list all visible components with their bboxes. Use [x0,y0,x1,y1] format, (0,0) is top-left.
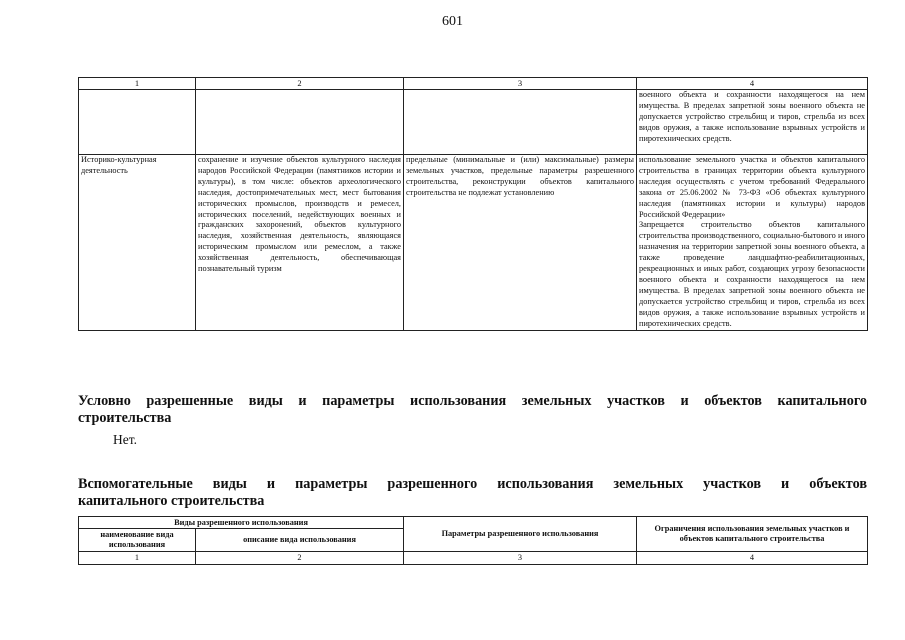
empty-cell [404,90,637,155]
use-type-description-header-cell: описание вида использования [196,529,404,552]
restrictions-paragraph-1: использование земельного участка и объектов капитального строительства в границах территории объекта культурного наследия осуществлять с учетом требований Федерального закона от 25.06.2002 № 73-ФЗ «Об объектах культурного наследия (памятниках истории и культуры) народов Российской Федерации» [639,155,865,219]
column-number-1: 1 [79,552,196,565]
use-type-description-cell: сохранение и изучение объектов культурного наследия народов Российской Федерации (памятников истории и культуры), в том числе: объектов археологического наследия, достопримечательных мест, мест бытования исторических промыслов, производств и ремесел, исторических поселений, недействующих военных и гражданских захоронений, объектов культурного наследия, хозяйственная деятельность, являющаяся историческим промыслом или ремеслом, а также хозяйственная деятельность, обеспечивающая познавательный туризм [196,155,404,331]
use-type-name-header-cell: наименование вида использования [79,529,196,552]
table-row [79,155,868,331]
use-type-name-cell: Историко-культурная деятельность [79,155,196,331]
empty-cell [79,90,196,155]
auxiliary-uses-table [78,516,868,565]
parameters-cell: предельные (минимальные и (или) максимальные) размеры земельных участков, предельные параметры разрешенного строительства, реконструкции объектов капитального строительства не подлежат установлению [404,155,637,331]
column-number-3: 3 [404,78,637,90]
land-use-table [78,77,868,331]
table-number-row [79,552,868,565]
section-heading-line: Вспомогательные виды и параметры разрешенного использования земельных участков и объектов [78,476,867,492]
section-heading-conditional-uses [78,393,867,427]
page-number: 601 [442,14,463,29]
restrictions-header-cell: Ограничения использования земельных участков и объектов капитального строительства [637,517,868,552]
column-number-3: 3 [404,552,637,565]
empty-cell [196,90,404,155]
column-number-4: 4 [637,78,868,90]
restrictions-cell [637,155,868,331]
table-row [79,90,868,155]
column-number-1: 1 [79,78,196,90]
column-number-2: 2 [196,552,404,565]
table-header-row [79,78,868,90]
section-heading-auxiliary-uses [78,476,867,510]
column-number-2: 2 [196,78,404,90]
restrictions-cell: военного объекта и сохранности находящегося на нем имущества. В пределах запретной зоны военного объекта не допускается устройство стрельбищ и тиров, стрельба из всех видов оружия, а также использование взрывных устройств и пиротехнических средств. [637,90,868,155]
table-header-row [79,517,868,529]
section-body-text: Нет. [113,432,138,447]
section-heading-line: строительства [78,410,172,426]
parameters-header-cell: Параметры разрешенного использования [404,517,637,552]
section-heading-line: капитального строительства [78,493,265,509]
column-number-4: 4 [637,552,868,565]
group-header-cell: Виды разрешенного использования [79,517,404,529]
section-heading-line: Условно разрешенные виды и параметры использования земельных участков и объектов капитального [78,393,867,409]
restrictions-paragraph-2: Запрещается строительство объектов капитального строительства производственного, социально-бытового и иного назначения на территории запретной зоны военного объекта, а также проведение ландшафтно-реабилитационных, рекреационных и иных работ, создающих угрозу безопасности военного объекта и сохранности находящегося на нем имущества. В пределах запретной зоны военного объекта не допускается устройство стрельбищ и тиров, стрельба из всех видов оружия, а также использование взрывных устройств и пиротехнических средств. [639,220,865,328]
